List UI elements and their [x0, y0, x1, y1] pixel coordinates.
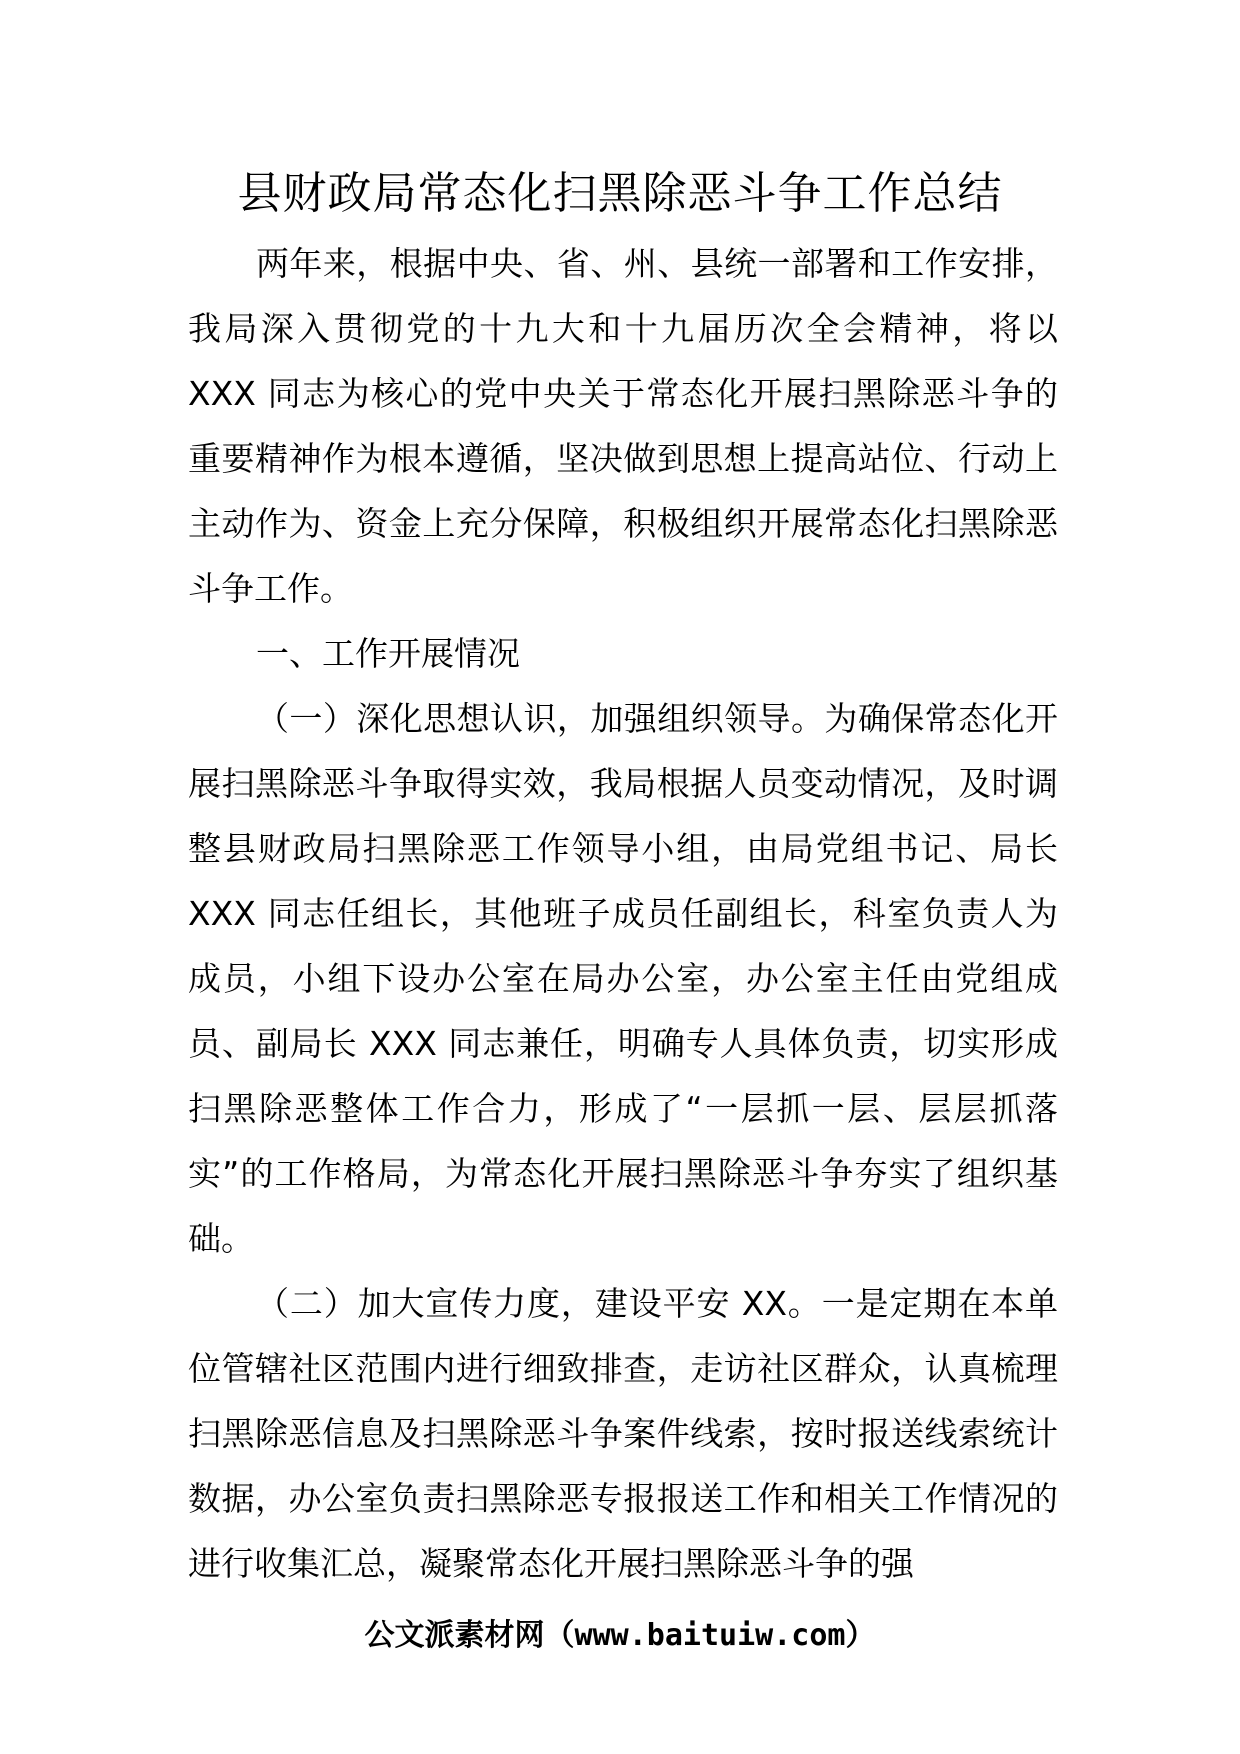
paragraph-intro: 两年来，根据中央、省、州、县统一部署和工作安排，我局深入贯彻党的十九大和十九届历次全会精神，将以 XXX 同志为核心的党中央关于常态化开展扫黑除恶斗争的重要精神作为根本遵循，坚决做到思想上提高站位、行动上主动作为、资金上充分保障，积极组织开展常态化扫黑除恶斗争工作。 — [188, 244, 1058, 608]
paragraph-subsection-2: （二）加大宣传力度，建设平安 XX。一是定期在本单位管辖社区范围内进行细致排查，走访社区群众，认真梳理扫黑除恶信息及扫黑除恶斗争案件线索，按时报送线索统计数据，办公室负责扫黑除恶专报报送工作和相关工作情况的进行收集汇总，凝聚常态化开展扫黑除恶斗争的强 — [188, 1284, 1058, 1583]
paragraph-subsection-1: （一）深化思想认识，加强组织领导。为确保常态化开展扫黑除恶斗争取得实效，我局根据人员变动情况，及时调整县财政局扫黑除恶工作领导小组，由局党组书记、局长 XXX 同志任组长，其他班子成员任副组长，科室负责人为成员，小组下设办公室在局办公室，办公室主任由党组成员、副局长 XXX 同志兼任，明确专人具体负责，切实形成扫黑除恶整体工作合力，形成了“一层抓一层、层层抓落实”的工作格局，为常态化开展扫黑除恶斗争夯实了组织基础。 — [188, 699, 1058, 1258]
document-title: 县财政局常态化扫黑除恶斗争工作总结 — [237, 168, 1003, 219]
source-url: （www.baituiw.com） — [544, 1618, 876, 1653]
source-footer — [0, 1616, 1240, 1656]
document-body — [188, 231, 1058, 1596]
section-heading-1: 一、工作开展情况 — [256, 634, 520, 673]
source-name: 公文派素材网 — [364, 1618, 545, 1653]
